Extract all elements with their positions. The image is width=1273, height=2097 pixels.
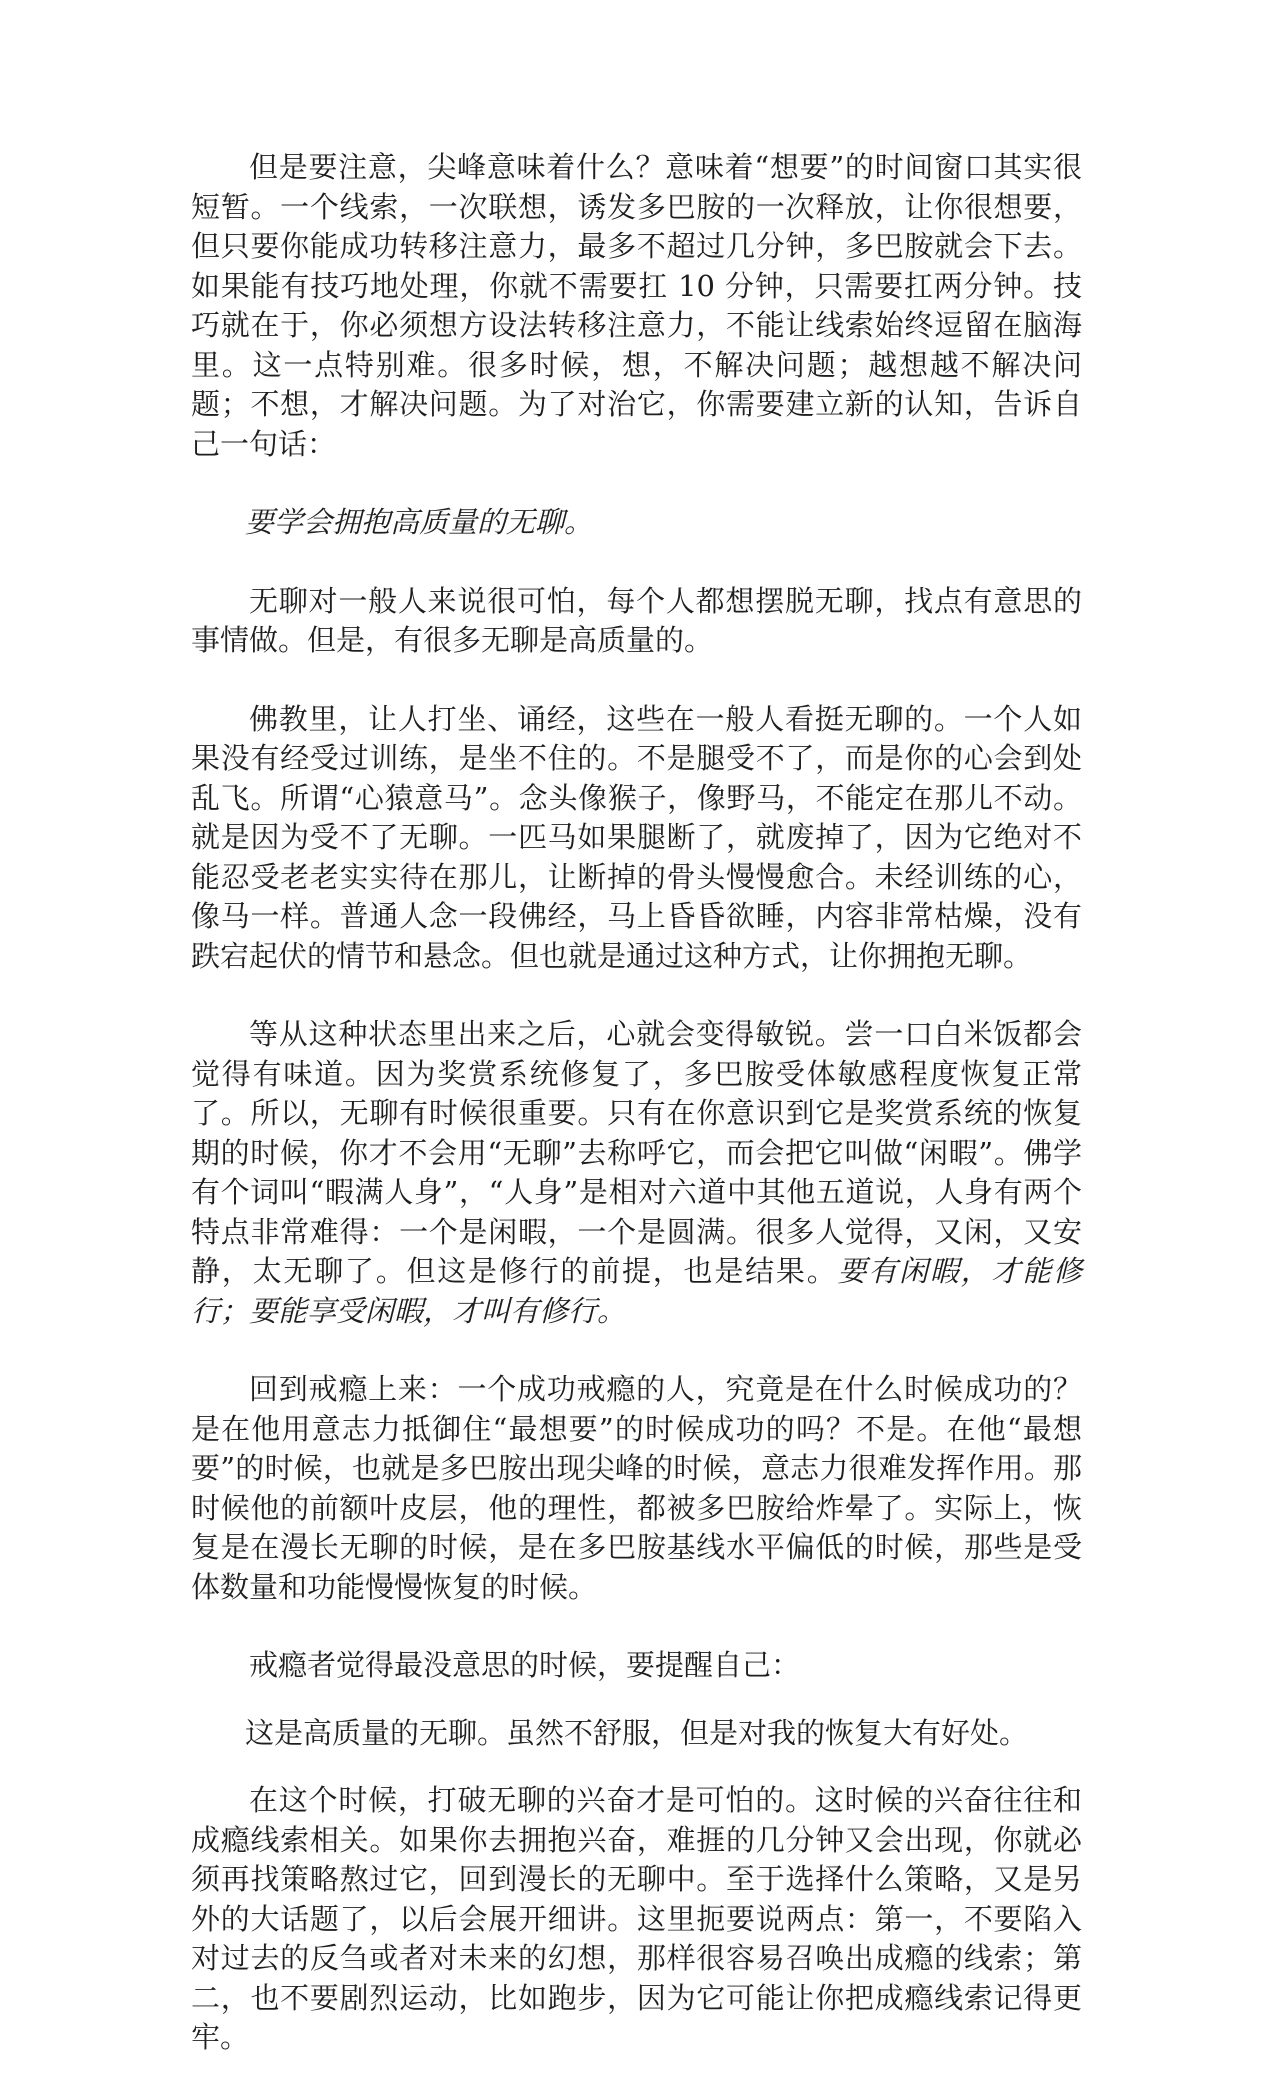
paragraph-1: 但是要注意，尖峰意味着什么？意味着“想要”的时间窗口其实很短暂。一个线索，一次联想，诱发多巴胺的一次释放，让你很想要，但只要你能成功转移注意力，最多不超过几分钟，多巴胺就会下去。如果能有技巧地处理，你就不需要扛 10 分钟，只需要扛两分钟。技巧就在于，你必须想方设法转移注意力，不能让线索始终逗留在脑海里。这一点特别难。很多时候，想，不解决问题；越想越不解决问题；不想，才解决问题。为了对治它，你需要建立新的认知，告诉自己一句话： [191, 150, 1082, 461]
paragraph-5-text: 等从这种状态里出来之后，心就会变得敏锐。尝一口白米饭都会觉得有味道。因为奖赏系统修复了，多巴胺受体敏感程度恢复正常了。所以，无聊有时候很重要。只有在你意识到它是奖赏系统的恢复期的时候，你才不会用“无聊”去称呼它，而会把它叫做“闲暇”。佛学有个词叫“暇满人身”，“人身”是相对六道中其他五道说，人身有两个特点非常难得：一个是闲暇，一个是圆满。很多人觉得，又闲，又安静，太无聊了。但这是修行的前提，也是结果。 [191, 1017, 1082, 1288]
paragraph-6: 回到戒瘾上来：一个成功戒瘾的人，究竟是在什么时候成功的？是在他用意志力抵御住“最想要”的时候成功的吗？不是。在他“最想要”的时候，也就是多巴胺出现尖峰的时候，意志力很难发挥作用。那时候他的前额叶皮层，他的理性，都被多巴胺给炸晕了。实际上，恢复是在漫长无聊的时候，是在多巴胺基线水平偏低的时候，那些是受体数量和功能慢慢恢复的时候。 [191, 1372, 1082, 1604]
paragraph-8-quote: 这是高质量的无聊。虽然不舒服，但是对我的恢复大有好处。 [245, 1715, 1029, 1750]
paragraph-9: 在这个时候，打破无聊的兴奋才是可怕的。这时候的兴奋往往和成瘾线索相关。如果你去拥抱兴奋，难捱的几分钟又会出现，你就必须再找策略熬过它，回到漫长的无聊中。至于选择什么策略，又是另外的大话题了，以后会展开细讲。这里扼要说两点：第一，不要陷入对过去的反刍或者对未来的幻想，那样很容易召唤出成瘾的线索；第二，也不要剧烈运动，比如跑步，因为它可能让你把成瘾线索记得更牢。 [191, 1783, 1082, 2054]
paragraph-2-emphasis: 要学会拥抱高质量的无聊。 [245, 505, 594, 539]
paragraph-5 [191, 1015, 1082, 1331]
paragraph-4: 佛教里，让人打坐、诵经，这些在一般人看挺无聊的。一个人如果没有经受过训练，是坐不住的。不是腿受不了，而是你的心会到处乱飞。所谓“心猿意马”。念头像猴子，像野马，不能定在那儿不动。就是因为受不了无聊。一匹马如果腿断了，就废掉了，因为它绝对不能忍受老老实实待在那儿，让断掉的骨头慢慢愈合。未经训练的心，像马一样。普通人念一段佛经，马上昏昏欲睡，内容非常枯燥，没有跌宕起伏的情节和悬念。但也就是通过这种方式，让你拥抱无聊。 [191, 701, 1082, 973]
paragraph-7: 戒瘾者觉得最没意思的时候，要提醒自己： [249, 1648, 801, 1682]
document-body [191, 148, 1082, 2097]
paragraph-5-italic-text: 要有闲暇，才能修行；要能享受闲暇，才叫有修行。 [191, 1254, 1082, 1328]
paragraph-3: 无聊对一般人来说很可怕，每个人都想摆脱无聊，找点有意思的事情做。但是，有很多无聊是高质量的。 [191, 583, 1082, 657]
